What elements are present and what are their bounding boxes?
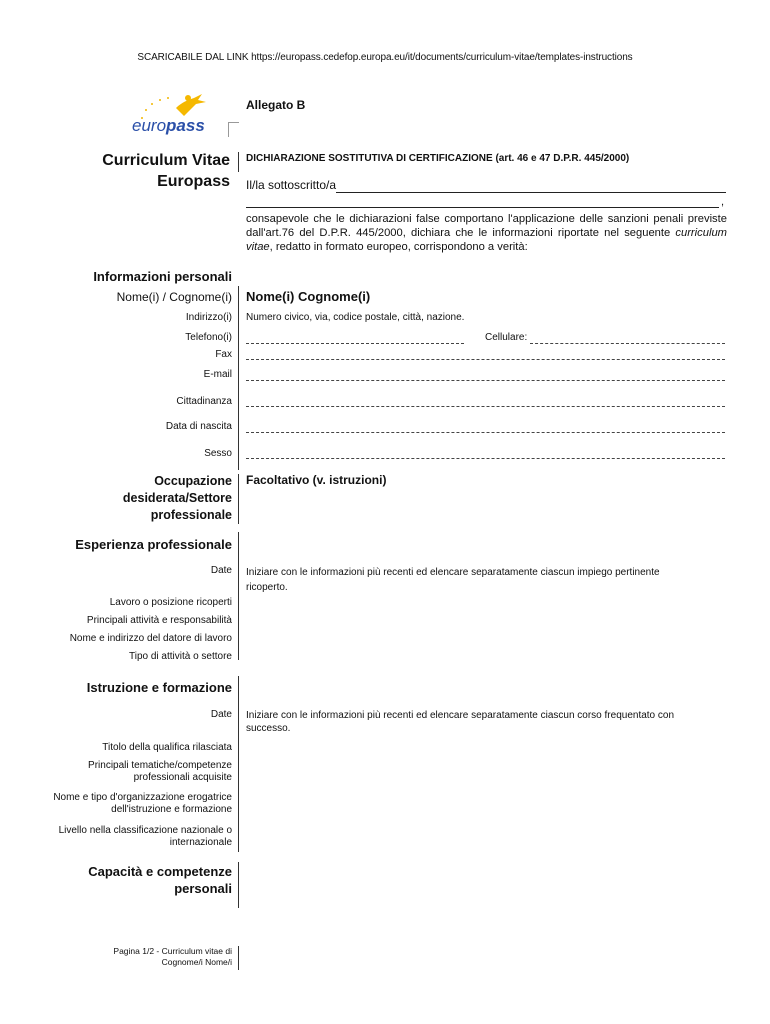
divider-line xyxy=(238,152,239,172)
footer-page-info: Pagina 1/2 - Curriculum vitae di Cognome/i Nome/i xyxy=(113,946,232,967)
mobile-label: Cellulare: xyxy=(485,332,528,343)
experience-field-label: Tipo di attività o settore xyxy=(128,651,232,662)
line-end-comma: , xyxy=(721,196,725,208)
address-label: Indirizzo(i) xyxy=(185,312,232,323)
occupation-label: Occupazione desiderata/Settore professionale xyxy=(122,474,232,522)
sex-label: Sesso xyxy=(204,448,232,459)
download-link-text: SCARICABILE DAL LINK https://europass.cedefop.europa.eu/it/documents/curriculum-vitae/templates-instructions xyxy=(137,52,633,63)
education-field-label: Nome e tipo d'organizzazione erogatrice dell'istruzione e formazione xyxy=(53,792,232,815)
divider-line xyxy=(238,474,239,524)
divider-line xyxy=(238,532,239,660)
experience-date-label: Date xyxy=(210,565,232,576)
phone-label: Telefono(i) xyxy=(185,332,232,343)
divider-line xyxy=(238,862,239,908)
logo-text-euro: euro xyxy=(132,116,167,135)
cv-title-line2: Europass xyxy=(157,173,230,190)
divider-line xyxy=(238,286,239,470)
declaration-heading: DICHIARAZIONE SOSTITUTIVA DI CERTIFICAZIONE (art. 46 e 47 D.P.R. 445/2000) xyxy=(246,153,630,164)
education-instructions: Iniziare con le informazioni più recenti ed elencare separatamente ciascun corso frequentato con successo. xyxy=(246,710,675,734)
birthdate-field[interactable] xyxy=(246,432,725,433)
experience-title: Esperienza professionale xyxy=(75,537,232,552)
name-label: Nome(i) / Cognome(i) xyxy=(116,290,232,304)
logo-text-pass: pass xyxy=(166,116,205,135)
occupation-value: Facoltativo (v. istruzioni) xyxy=(246,473,387,487)
declaration-text xyxy=(246,212,727,254)
signer-name-field-cont[interactable] xyxy=(246,207,719,208)
signer-label: Il/la sottoscritto/a xyxy=(246,178,337,192)
name-value: Nome(i) Cognome(i) xyxy=(246,289,371,304)
mobile-field[interactable] xyxy=(530,343,725,344)
skills-title: Capacità e competenze personali xyxy=(88,864,232,896)
education-date-label: Date xyxy=(210,709,232,720)
email-label: E-mail xyxy=(203,369,232,380)
signer-name-field[interactable] xyxy=(336,192,726,193)
europass-logo xyxy=(128,92,238,136)
email-field[interactable] xyxy=(246,380,725,381)
experience-fields xyxy=(20,597,232,663)
personal-info-title: Informazioni personali xyxy=(93,269,232,284)
citizenship-field[interactable] xyxy=(246,406,725,407)
cv-title xyxy=(40,150,230,192)
declaration-text-italic: curriculum vitae xyxy=(246,227,727,253)
cv-title-line1: Curriculum Vitae xyxy=(102,152,230,169)
education-field-label: Titolo della qualifica rilasciata xyxy=(102,742,232,753)
address-value: Numero civico, via, codice postale, città, nazione. xyxy=(246,312,465,323)
divider-line xyxy=(238,946,239,970)
divider-line xyxy=(238,676,239,852)
education-field-label: Livello nella classificazione nazionale o internazionale xyxy=(58,825,232,848)
experience-field-label: Principali attività e responsabilità xyxy=(86,615,232,626)
sex-field[interactable] xyxy=(246,458,725,459)
experience-field-label: Lavoro o posizione ricoperti xyxy=(109,597,232,608)
fax-label: Fax xyxy=(215,349,232,360)
declaration-text-part2: , redatto in formato europeo, corrispondono a verità: xyxy=(269,241,528,253)
experience-field-label: Nome e indirizzo del datore di lavoro xyxy=(69,633,232,644)
education-field-label: Principali tematiche/competenze professionali acquisite xyxy=(88,760,232,783)
attachment-label: Allegato B xyxy=(246,98,306,112)
experience-instructions: Iniziare con le informazioni più recenti ed elencare separatamente ciascun impiego pertinente ricoperto. xyxy=(246,567,660,593)
citizenship-label: Cittadinanza xyxy=(176,396,232,407)
declaration-text-part1: consapevole che le dichiarazioni false comportano l'applicazione delle sanzioni penali previste dall'art.76 del D.P.R. 445/2000, dichiara che le informazioni riportate nel seguente xyxy=(246,213,727,239)
birthdate-label: Data di nascita xyxy=(165,421,232,432)
fax-field[interactable] xyxy=(246,359,725,360)
education-title: Istruzione e formazione xyxy=(86,680,232,695)
phone-field[interactable] xyxy=(246,343,464,344)
